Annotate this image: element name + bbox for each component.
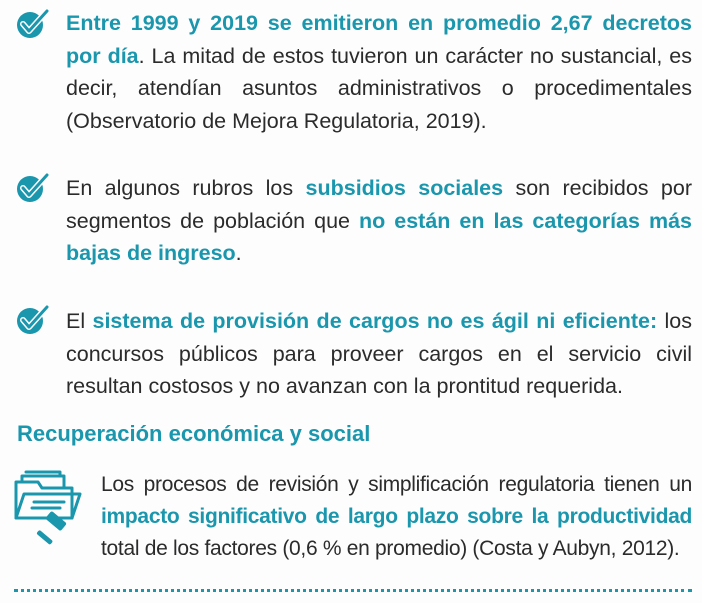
- body-text: los concursos públicos para proveer cargos en el servicio civil resultan costosos y no avanzan con la prontitud requerida.: [66, 309, 693, 398]
- body-text: .: [235, 241, 242, 265]
- section-text: [101, 469, 692, 565]
- highlight-text: sistema de provisión de cargos no es ágil ni eficiente:: [92, 309, 658, 333]
- section-title: Recuperación económica y social: [17, 421, 371, 446]
- highlight-text: Entre 1999 y 2019 se emitieron en promedio 2,67 decretos por día: [66, 11, 692, 68]
- check-icon: [14, 172, 50, 204]
- body-text: El: [66, 309, 93, 333]
- dotted-divider: [14, 589, 692, 592]
- highlight-text: subsidios sociales: [305, 176, 504, 200]
- check-icon: [14, 8, 50, 40]
- highlight-text: impacto significativo de largo plazo sobre la productividad: [101, 505, 692, 528]
- bullet-text-3: [66, 305, 692, 403]
- check-icon: [14, 304, 50, 336]
- body-text: total de los factores (0,6 % en promedio) (Costa y Aubyn, 2012).: [101, 537, 680, 560]
- body-text: . La mitad de estos tuvieron un carácter no sustancial, es decir, atendían asuntos administrativos o procedimentales (Observatorio de Mejora Regulatoria, 2019).: [66, 43, 692, 133]
- bullet-text-2: [66, 172, 692, 270]
- body-text: Los procesos de revisión y simplificación regulatoria tienen un: [101, 473, 692, 496]
- folder-gavel-icon: [12, 468, 84, 548]
- body-text: En algunos rubros los: [66, 176, 306, 200]
- body-text: son recibidos por segmentos de población que: [66, 176, 692, 233]
- bullet-text-1: [66, 7, 692, 137]
- highlight-text: no están en las categorías más bajas de ingreso: [66, 208, 692, 265]
